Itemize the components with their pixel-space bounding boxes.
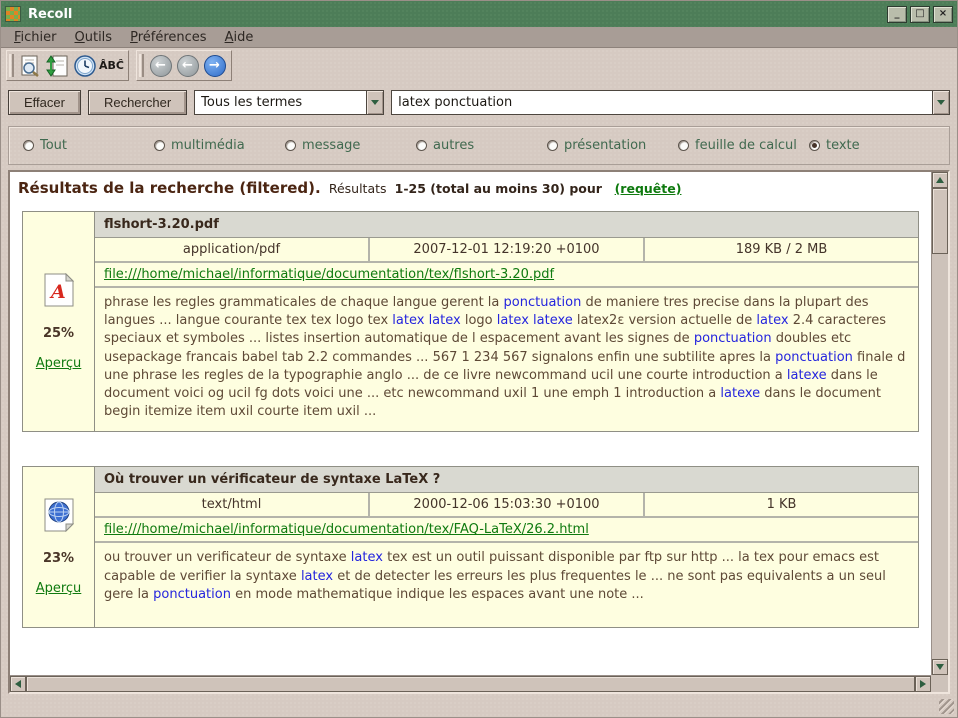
search-input[interactable] bbox=[392, 91, 932, 114]
previous-page-icon[interactable]: ← bbox=[174, 52, 201, 79]
pdf-file-icon bbox=[44, 273, 74, 311]
highlighted-term: ponctuation bbox=[503, 295, 582, 310]
result-url-link[interactable]: file:///home/michael/informatique/documentation/tex/FAQ-LaTeX/26.2.html bbox=[104, 522, 589, 538]
result-snippet bbox=[95, 543, 918, 627]
highlighted-term: latex bbox=[300, 568, 334, 584]
results-list bbox=[16, 211, 925, 628]
result-snippet bbox=[95, 288, 918, 431]
preview-link[interactable]: Aperçu bbox=[35, 355, 82, 371]
result-size: 1 KB bbox=[645, 493, 918, 516]
radio-circle[interactable] bbox=[678, 140, 689, 151]
result-size: 189 KB / 2 MB bbox=[645, 238, 918, 261]
search-mode-value: Tous les termes bbox=[195, 91, 366, 114]
query-link[interactable]: (requête) bbox=[614, 181, 682, 196]
sort-document-icon[interactable] bbox=[44, 52, 71, 79]
result-main bbox=[95, 467, 918, 627]
radio-multimedia[interactable] bbox=[154, 138, 285, 153]
close-button[interactable]: × bbox=[933, 6, 953, 23]
radio-label: Tout bbox=[40, 138, 68, 153]
highlighted-term: latexe bbox=[533, 313, 573, 329]
results-count-prefix: Résultats bbox=[328, 181, 387, 196]
radio-tout[interactable] bbox=[23, 138, 154, 153]
radio-label: texte bbox=[826, 138, 860, 153]
preview-document-icon[interactable] bbox=[17, 52, 44, 79]
snippet-text: finale d une phrase les regles de la typographie anglo ... de ce livre newcommand ucil une courte introduction a bbox=[104, 349, 906, 383]
toolbar-grip[interactable] bbox=[139, 54, 144, 77]
radio-label: autres bbox=[433, 138, 475, 153]
vertical-scrollbar-thumb[interactable] bbox=[932, 188, 948, 254]
snippet-text: tex est un outil puissant disponible par ftp sur http ... la tex pour emacs est capable de verifier la syntaxe bbox=[104, 550, 880, 584]
result-mime-type: text/html bbox=[95, 493, 370, 516]
radio-circle[interactable] bbox=[154, 140, 165, 151]
highlighted-term: ponctuation bbox=[775, 349, 853, 365]
clock-sort-by-date-icon[interactable] bbox=[71, 52, 98, 79]
toolbar-grip[interactable] bbox=[9, 54, 14, 77]
search-row bbox=[1, 84, 957, 119]
vertical-scrollbar[interactable] bbox=[931, 172, 948, 675]
radio-label: message bbox=[302, 138, 361, 153]
menu-bar bbox=[1, 27, 957, 48]
highlighted-term: ponctuation bbox=[693, 331, 772, 347]
search-button[interactable]: Rechercher bbox=[88, 90, 187, 115]
result-side-panel bbox=[23, 212, 95, 431]
snippet-text: dans le document begin itemize item uxil courte item uxil ... bbox=[104, 385, 881, 420]
result-url-row bbox=[95, 263, 918, 288]
window-title: Recoll bbox=[28, 6, 73, 22]
result-url-row bbox=[95, 518, 918, 543]
snippet-text: doubles etc usepackage francais babel tab 2.2 commandes ... 567 1 234 567 signalons enfin une subtilite apres la bbox=[104, 331, 852, 365]
preview-link[interactable]: Aperçu bbox=[35, 581, 82, 597]
results-content bbox=[10, 172, 931, 675]
menu-item-outils[interactable]: Outils bbox=[74, 29, 113, 45]
snippet-text: dans le document voici og ucil fg dots voici une ... etc newcommand uxil 1 une emph 1 introduction a bbox=[104, 367, 878, 401]
status-strip bbox=[1, 694, 957, 717]
result-entry bbox=[22, 211, 919, 432]
search-query-box bbox=[391, 90, 950, 115]
result-url-link[interactable]: file:///home/michael/informatique/documentation/tex/flshort-3.20.pdf bbox=[104, 267, 555, 282]
highlighted-term: latex bbox=[392, 313, 425, 329]
highlighted-term: latex bbox=[350, 550, 383, 566]
toolbar-group-navigation bbox=[136, 50, 232, 81]
results-area bbox=[8, 170, 950, 694]
chevron-down-icon[interactable] bbox=[366, 91, 383, 114]
minimize-button[interactable]: _ bbox=[887, 6, 907, 23]
radio-presentation[interactable] bbox=[547, 138, 678, 153]
radio-circle[interactable] bbox=[416, 140, 427, 151]
result-mime-type: application/pdf bbox=[95, 238, 370, 261]
result-date: 2000-12-06 15:03:30 +0100 bbox=[370, 493, 645, 516]
chevron-down-icon[interactable] bbox=[932, 91, 949, 114]
result-details-row bbox=[95, 493, 918, 518]
results-header bbox=[16, 177, 925, 197]
result-entry bbox=[22, 466, 919, 628]
radio-circle[interactable] bbox=[809, 140, 820, 151]
radio-texte[interactable] bbox=[809, 138, 860, 153]
highlighted-term: latexe bbox=[720, 385, 761, 401]
highlighted-term: latex bbox=[428, 313, 461, 329]
result-details-row bbox=[95, 238, 918, 263]
snippet-text: latex2ε version actuelle de bbox=[572, 313, 757, 329]
term-explorer-abc-icon[interactable]: ÂBĈ bbox=[99, 59, 124, 72]
vertical-scrollbar-track[interactable] bbox=[932, 254, 948, 659]
highlighted-term: latex bbox=[496, 313, 529, 329]
horizontal-scrollbar[interactable] bbox=[10, 675, 931, 692]
highlighted-term: ponctuation bbox=[153, 586, 231, 602]
toolbar-group-tools bbox=[6, 50, 129, 81]
filter-bar bbox=[8, 126, 950, 165]
radio-label: feuille de calcul bbox=[695, 138, 797, 153]
radio-feuille-de-calcul[interactable] bbox=[678, 138, 809, 153]
highlighted-term: latexe bbox=[786, 367, 827, 383]
snippet-text: logo bbox=[460, 313, 497, 329]
scroll-right-icon[interactable] bbox=[915, 676, 931, 692]
scroll-left-icon[interactable] bbox=[10, 676, 26, 692]
result-date: 2007-12-01 12:19:20 +0100 bbox=[370, 238, 645, 261]
radio-message[interactable] bbox=[285, 138, 416, 153]
first-page-icon[interactable]: ← bbox=[147, 52, 174, 79]
radio-label: présentation bbox=[564, 138, 647, 153]
radio-circle[interactable] bbox=[547, 140, 558, 151]
search-mode-select[interactable] bbox=[194, 90, 384, 115]
svg-text:A: A bbox=[50, 280, 66, 303]
relevancy-percent: 25% bbox=[42, 325, 75, 341]
radio-circle[interactable] bbox=[23, 140, 34, 151]
results-title: Résultats de la recherche (filtered). bbox=[18, 179, 321, 197]
app-icon bbox=[5, 6, 21, 22]
scroll-up-icon[interactable] bbox=[932, 172, 948, 188]
snippet-text: 2.4 caracteres speciaux et symboles ... listes insertion automatique de l espacement avant les signes de bbox=[104, 313, 886, 347]
menu-item-aide[interactable]: Aide bbox=[224, 29, 254, 45]
scroll-down-icon[interactable] bbox=[932, 659, 948, 675]
relevancy-percent: 23% bbox=[42, 551, 75, 567]
menu-item-fichier[interactable]: Fichier bbox=[14, 29, 57, 45]
title-bar bbox=[1, 1, 957, 27]
results-count-range: 1-25 (total au moins 30) pour bbox=[394, 181, 602, 196]
clear-button[interactable]: Effacer bbox=[8, 90, 81, 115]
horizontal-scrollbar-thumb[interactable] bbox=[26, 676, 915, 692]
snippet-text: ou trouver un verificateur de syntaxe bbox=[104, 550, 351, 566]
snippet-text: et de detecter les erreurs les plus frequentes le ... ne sont pas equivalents a un seul gere la bbox=[104, 568, 886, 602]
highlighted-term: latex bbox=[756, 313, 789, 329]
html-file-icon bbox=[44, 498, 74, 536]
snippet-text: de maniere tres precise dans la plupart des langues ... langue courante tex tex logo tex bbox=[104, 295, 869, 329]
next-page-icon[interactable]: → bbox=[201, 52, 228, 79]
maximize-button[interactable]: □ bbox=[910, 6, 930, 23]
result-filename: Où trouver un vérificateur de syntaxe LaTeX ? bbox=[95, 467, 918, 493]
radio-label: multimédia bbox=[171, 138, 245, 153]
result-filename: flshort-3.20.pdf bbox=[95, 212, 918, 238]
snippet-text: phrase les regles grammaticales de chaque langue gerent la bbox=[104, 295, 504, 310]
result-main bbox=[95, 212, 918, 431]
snippet-text: en mode mathematique indique les espaces avant une note ... bbox=[230, 586, 644, 602]
result-side-panel bbox=[23, 467, 95, 627]
menu-item-preferences[interactable]: Préférences bbox=[130, 29, 207, 45]
resize-grip[interactable] bbox=[939, 699, 954, 714]
radio-autres[interactable] bbox=[416, 138, 547, 153]
radio-circle[interactable] bbox=[285, 140, 296, 151]
toolbar bbox=[1, 48, 957, 84]
scrollbar-corner bbox=[931, 675, 948, 692]
